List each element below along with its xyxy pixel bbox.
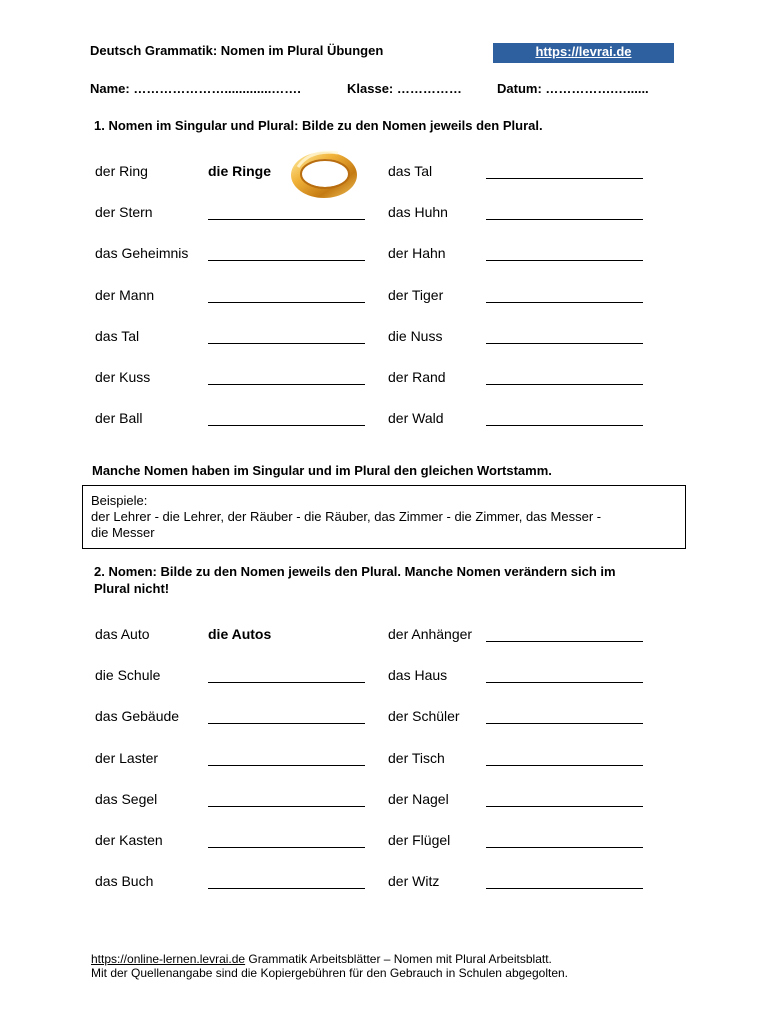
answer-blank[interactable] [208,343,365,344]
class-field: Klasse: …………… [347,81,462,96]
plural-answer: die Autos [208,626,272,642]
singular-noun: der Wald [388,410,444,427]
singular-noun: der Anhänger [388,626,473,642]
answer-blank[interactable] [486,682,643,683]
answer-blank[interactable] [208,219,365,220]
answer-blank[interactable] [486,302,643,303]
examples-line: die Messer [91,525,155,540]
singular-noun: der Schüler [388,708,460,725]
exercise-2-heading-cont: Plural nicht! [94,581,170,596]
singular-noun: der Rand [388,369,446,385]
singular-noun: der Hahn [388,245,446,262]
singular-noun: das Tal [388,163,433,179]
answer-blank[interactable] [486,343,643,344]
answer-blank[interactable] [208,682,365,683]
answer-blank[interactable] [486,847,643,848]
exercise-1-heading: 1. Nomen im Singular und Plural: Bilde zu den Nomen jeweils den Plural. [94,118,543,133]
singular-noun: die Nuss [388,327,443,344]
footer-text: Grammatik Arbeitsblätter – Nomen mit Plural Arbeitsblatt. [245,952,552,966]
answer-blank[interactable] [208,723,365,724]
answer-blank[interactable] [208,765,365,766]
singular-noun: der Tiger [388,286,444,303]
singular-noun: der Ring [95,163,148,179]
singular-noun: der Laster [95,749,159,766]
answer-blank[interactable] [486,723,643,724]
singular-noun: das Gebäude [95,708,180,725]
answer-blank[interactable] [486,219,643,220]
answer-blank[interactable] [486,425,643,426]
answer-blank[interactable] [486,178,643,179]
singular-noun: der Mann [95,286,155,303]
answer-blank[interactable] [208,260,365,261]
answer-blank[interactable] [486,806,643,807]
exercise-2-heading: 2. Nomen: Bilde zu den Nomen jeweils den Plural. Manche Nomen verändern sich im [94,564,616,579]
answer-blank[interactable] [486,641,643,642]
singular-noun: die Schule [95,667,161,684]
answer-blank[interactable] [208,425,365,426]
answer-blank[interactable] [208,384,365,385]
answer-blank[interactable] [208,806,365,807]
answer-blank[interactable] [486,260,643,261]
answer-blank[interactable] [486,888,643,889]
plural-answer: die Ringe [208,163,272,179]
name-field: Name: ………………….............……. [90,81,301,96]
singular-noun: das Auto [95,626,150,642]
singular-noun: das Tal [95,327,140,344]
singular-noun: das Geheimnis [95,245,189,262]
note-text: Manche Nomen haben im Singular und im Plural den gleichen Wortstamm. [92,463,552,478]
singular-noun: der Nagel [388,790,449,807]
examples-box [82,485,686,549]
site-link[interactable]: https://levrai.de [493,43,674,63]
page-title: Deutsch Grammatik: Nomen im Plural Übungen [90,43,384,58]
answer-blank[interactable] [208,302,365,303]
examples-label: Beispiele: [91,493,148,508]
singular-noun: der Kuss [95,369,151,385]
singular-noun: das Haus [388,667,448,684]
answer-blank[interactable] [208,888,365,889]
singular-noun: der Ball [95,410,143,427]
footer-copyright: Mit der Quellenangabe sind die Kopiergebühren für den Gebrauch in Schulen abgegolten. [91,966,568,980]
answer-blank[interactable] [486,765,643,766]
footer [91,952,568,980]
singular-noun: der Kasten [95,832,163,848]
singular-noun: das Huhn [388,204,448,221]
footer-link[interactable]: https://online-lernen.levrai.de [91,952,246,966]
answer-blank[interactable] [486,384,643,385]
singular-noun: das Segel [95,790,158,807]
singular-noun: der Flügel [388,832,451,848]
singular-noun: der Tisch [388,749,445,766]
singular-noun: der Stern [95,204,153,221]
singular-noun: das Buch [95,873,154,890]
gold-ring-icon [286,143,364,205]
examples-line: der Lehrer - die Lehrer, der Räuber - die Räuber, das Zimmer - die Zimmer, das Messer - [91,509,602,524]
answer-blank[interactable] [208,847,365,848]
date-field: Datum: …………….…...... [497,81,649,96]
singular-noun: der Witz [388,873,440,890]
